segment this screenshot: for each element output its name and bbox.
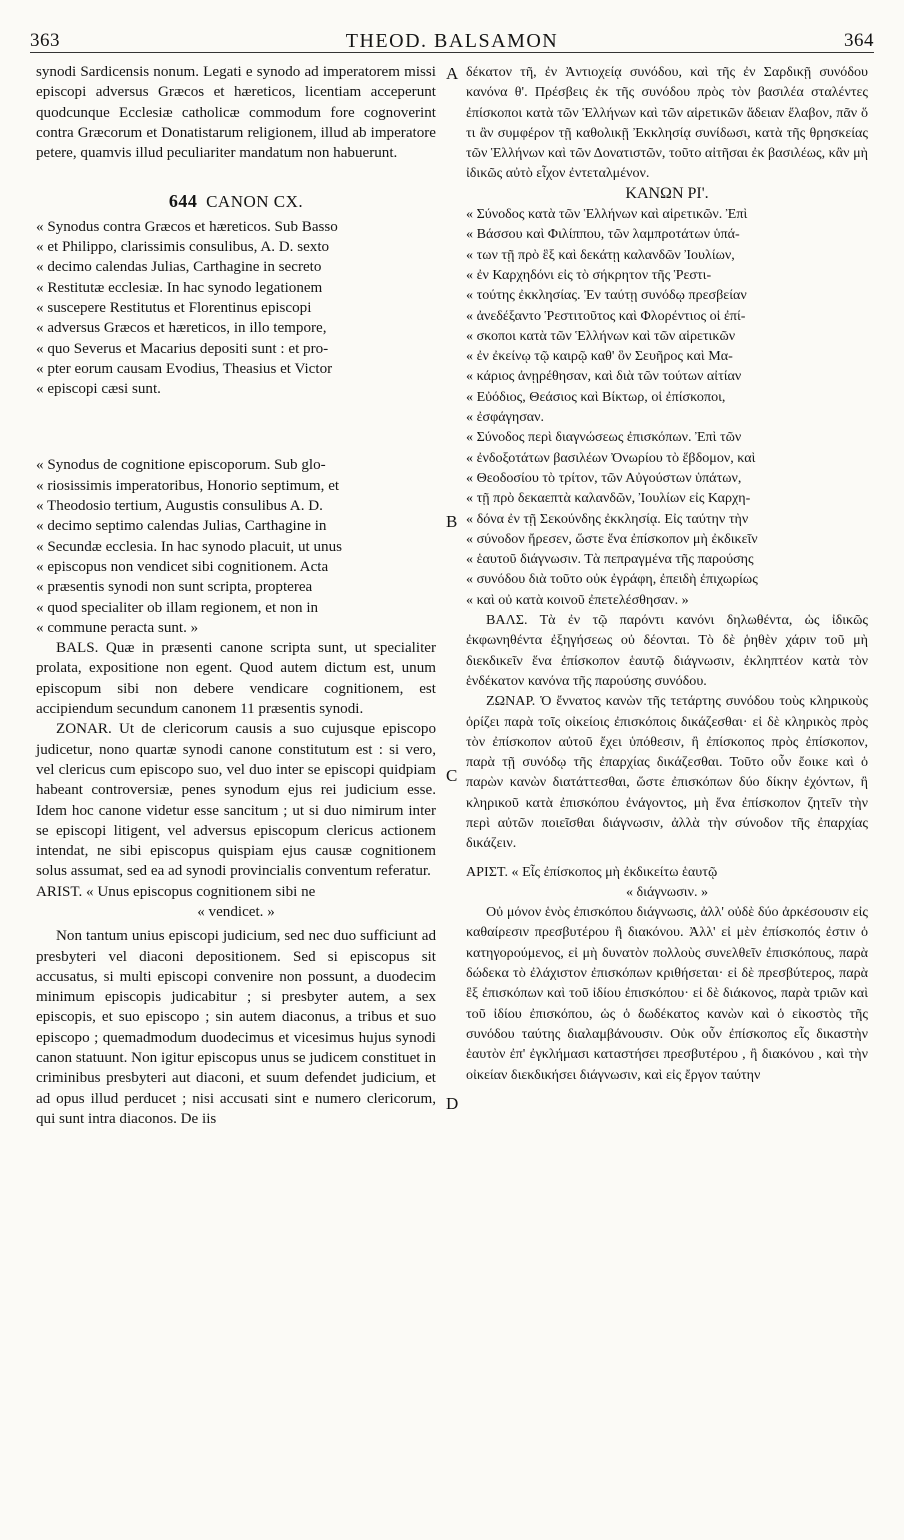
quote-line: « σκοποι κατὰ τῶν Ἑλλήνων καὶ τῶν αἱρετικῶν <box>466 327 736 344</box>
quote-line: « Restitutæ ecclesiæ. In hac synodo legationem <box>36 279 323 296</box>
quote-line: « præsentis synodi non sunt scripta, propterea <box>36 579 313 596</box>
page-number-right: 364 <box>844 30 874 51</box>
quote-line: « σύνοδον ἤρεσεν, ὥστε ἕνα ἐπίσκοπον μὴ ἐκδικεῖν <box>466 530 758 547</box>
quote-line: « Εὐόδιος, Θεάσιος καὶ Βίκτωρ, οἱ ἐπίσκοποι, <box>466 388 726 405</box>
running-header <box>30 30 874 53</box>
quote-line: « ἑαυτοῦ διάγνωσιν. Τὰ πεπραγμένα τῆς παρούσης <box>466 551 754 568</box>
quote-line: « Βάσσου καὶ Φιλίππου, τῶν λαμπροτάτων ὑπά- <box>466 226 740 243</box>
margin-marker-c: C <box>446 766 458 785</box>
quote-line: « adversus Græcos et hæreticos, in illo tempore, <box>36 320 327 337</box>
latin-arist-commentary: Non tantum unius episcopi judicium, sed nec duo sufficiunt ad presbyteri vel diaconi depositionem. Sed si episcopus sit accusatus, si multi episcopi convenire non possunt, a duodecim minimum episcopis judicabitur ; si presbyter autem, a sex episcopis, et suo episcopo ; sin autem diaconus, a tribus et suo episcopo ; quemadmodum duodecimus et vicesimus hujus synodi canon statuunt. Non igitur episcopus unus se judicem constituet in criminibus presbyteri aut diaconi, et suum defendet judicium, et ad opus illud perducet ; nisi accusati sint e numero clericorum, qui sunt intra diaconos. De iis <box>36 928 436 1127</box>
arist-heading-line: ARIST. « Unus episcopus cognitionem sibi ne <box>36 883 316 900</box>
margin-marker-d: D <box>446 1094 459 1113</box>
quote-line: « τῇ πρὸ δεκαεπτὰ καλανδῶν, Ἰουλίων εἰς Καρχη- <box>466 490 751 507</box>
latin-canon-heading <box>36 191 436 212</box>
greek-quote-2 <box>466 427 868 610</box>
greek-zonar-commentary: ΖΩΝΑΡ. Ὁ ἔννατος κανὼν τῆς τετάρτης συνόδου τοὺς κληρικοὺς ὁρίζει παρὰ τοῖς οἰκείοις ἐπισκόποις δικάζεσθαι· εἰ δὲ κληρικὸς πρὸς τὸν ἐπίσκοπον αὐτοῦ ἔχει ὑπόθεσιν, ἢ ἐπίσκοπος πρὸς ἐπίσκοπον, παρὰ τῇ συνόδῳ τῆς ἐπαρχίας δικάζεσθαι. Τοῦτο οὖν ἔοικε καὶ ὁ παρὼν κανὼν διατάττεσθαι, ὥστε ἐπισκόπων δύο δίκην ἐχόντων, ἢ κληρικοῦ κατὰ ἐπισκόπου ἐνάγοντος, μὴ ἕνα ἐπίσκοπον ζητεῖν τὴν περὶ αὐτῶν ποιεῖσθαι διάγνωσιν, ἀλλὰ τὴν σύνοδον τῆς ἐπαρχίας δικάζειν. <box>466 693 868 852</box>
page-number-left: 363 <box>30 30 60 51</box>
margin-marker-a: A <box>446 64 459 83</box>
quote-line: « των τῇ πρὸ ἓξ καὶ δεκάτῃ καλανδῶν Ἰουλίων, <box>466 246 735 263</box>
quote-line: « δόνα ἐν τῇ Σεκούνδης ἐκκλησίᾳ. Εἰς ταύτην τὴν <box>466 510 749 527</box>
greek-bals-commentary: ΒΑΛΣ. Τὰ ἐν τῷ παρόντι κανόνι δηλωθέντα, ὡς ἰδικῶς ἐκφωνηθέντα ἐξηγήσεως οὐ δέονται. Τὸ δὲ ῥηθὲν χάριν τοῦ μὴ διεκδικεῖν ἕνα ἐπίσκοπον ἑαυτῷ διάγνωσιν, ἐκληπτέον κατὰ τὸν ἑνδέκατον κανόνα τῆς παρούσης συνόδου. <box>466 612 868 689</box>
greek-canon-title: ΚΑΝΩΝ ΡΙ'. <box>625 184 709 202</box>
margin-marker-b: B <box>446 512 458 531</box>
quote-line: « quo Severus et Macarius depositi sunt : et pro- <box>36 340 329 357</box>
greek-intro-paragraph: δέκατον τῆ, ἐν Ἀντιοχείᾳ συνόδου, καὶ τῆς ἐν Σαρδικῇ συνόδου κανόνα θ'. Πρέσβεις ἐκ τῆς συνόδου πρὸς τὸν βασιλέα σταλέντες ἐπίσκοποι κατὰ τῶν Ἑλλήνων καὶ τῶν αἱρετικῶν ἄδειαν ἔλαβον, πᾶν ὅ τι ἂν συμφέρον τῇ καθολικῇ Ἐκκλησίᾳ συνίδωσι, κατὰ τῆς θρησκείας τῶν Ἑλλήνων καὶ τῶν Δονατιστῶν, τοῦτο αἰτῆσαι ἐκ βασιλέως, κἂν μὴ ἰδικῶς αὐτὸ εἶχον ἐντεταλμένον. <box>466 64 868 182</box>
quote-line: « Synodus contra Græcos et hæreticos. Sub Basso <box>36 218 338 235</box>
latin-canon-title: CANON CX. <box>206 192 304 212</box>
quote-line: « ἐνδοξοτάτων βασιλέων Ὀνωρίου τὸ ἕβδομον, καὶ <box>466 449 756 466</box>
quote-line: « Σύνοδος κατὰ τῶν Ἑλλήνων καὶ αἱρετικῶν. Ἐπὶ <box>466 206 748 223</box>
latin-quote-1 <box>36 217 436 400</box>
quote-line: « Synodus de cognitione episcoporum. Sub glo- <box>36 457 326 474</box>
arist-heading-line: ΑΡΙΣΤ. « Εἷς ἐπίσκοπος μὴ ἐκδικείτω ἑαυτῷ <box>466 863 718 880</box>
quote-line: « ἐν ἐκείνῳ τῷ καιρῷ καθ' ὃν Σευῆρος καὶ Μα- <box>466 348 733 365</box>
latin-quote-2 <box>36 455 436 638</box>
greek-arist-commentary: Οὐ μόνον ἑνὸς ἐπισκόπου διάγνωσις, ἀλλ' οὐδὲ δύο ἀρκέσουσιν εἰς καθαίρεσιν πρεσβυτέρου ἢ διακόνου. Ἀλλ' εἰ μὲν ἐπίσκοπός ἐστιν ὁ κατηγορούμενος, εἰ μὴ δυνατὸν πολλοὺς συνελθεῖν ἐπισκόπους, παρὰ δώδεκα τὸ ἐλάχιστον ἐπισκόπων κριθήσεται· εἰ δὲ πρεσβύτερος, παρὰ ἓξ ἐπισκόπων καὶ τοῦ ἰδίου ἐπισκόπου· εἰ δὲ διάκονος, παρὰ τριῶν καὶ τοῦ ἰδίου ἐπισκόπου, ὡς ὁ δωδέκατος κανὼν καὶ ὁ εἰκοστὸς τῆς συνόδου ταύτης διαλαμβάνουσιν. Οὐκ οὖν ἐπίσκοπος εἷς δικαστὴν ἑαυτὸν ἐπ' ἐγκλήμασι καταστήσει πρεσβυτέρου , ἢ διακόνου , καὶ τὴν οἰκείαν διεκδικήσει διάγνωσιν, καὶ εἰς ἔργον ταύτην <box>466 904 868 1083</box>
quote-line: « τούτης ἐκκλησίας. Ἐν ταύτῃ συνόδῳ πρεσβείαν <box>466 287 747 304</box>
quote-line: « commune peracta sunt. » <box>36 619 199 636</box>
quote-line: « episcopi cæsi sunt. <box>36 381 161 398</box>
quote-line: « κάριος ἀνῃρέθησαν, καὶ διὰ τῶν τούτων αἰτίαν <box>466 368 742 385</box>
quote-line: « ἀνεδέξαντο Ῥεστιτοῦτος καὶ Φλορέντιος οἱ ἐπί- <box>466 307 746 324</box>
quote-line: « Secundæ ecclesia. In hac synodo placuit, ut unus <box>36 538 342 555</box>
quote-line: « Theodosio tertium, Augustis consulibus A. D. <box>36 498 323 515</box>
latin-column <box>36 62 436 1129</box>
quote-line: « Σύνοδος περὶ διαγνώσεως ἐπισκόπων. Ἐπὶ τῶν <box>466 429 742 446</box>
quote-line: « quod specialiter ob illam regionem, et non in <box>36 599 319 616</box>
latin-arist-heading <box>36 882 436 923</box>
quote-line: « episcopus non vendicet sibi cognitionem. Acta <box>36 558 329 575</box>
quote-line: « ἐν Καρχηδόνι εἰς τὸ σήκρητον τῆς Ῥεστι- <box>466 266 712 283</box>
arist-heading-line: « διάγνωσιν. » <box>625 883 709 900</box>
quote-line: « pter eorum causam Evodius, Theasius et Victor <box>36 360 333 377</box>
quote-line: « decimo septimo calendas Julias, Carthagine in <box>36 518 327 535</box>
latin-bals-commentary: BALS. Quæ in præsenti canone scripta sunt, ut specialiter prolata, expositione non egent. Quod autem dictum est, unum episcopum sibi non debere vendicare cognitionem, est accipiendum secundum canonem 11 præsentis synodi. <box>36 640 436 718</box>
quote-line: « et Philippo, clarissimis consulibus, A. D. sexto <box>36 239 330 256</box>
running-title: THEOD. BALSAMON <box>345 30 559 52</box>
quote-line: « καὶ οὐ κατὰ κοινοῦ ἐπετελέσθησαν. » <box>466 591 689 608</box>
latin-intro-paragraph: synodi Sardicensis nonum. Legati e synodo ad imperatorem missi episcopi adversus Græcos et hæreticos, licentiam acceperunt quodcunque Ecclesiæ catholicæ commodum fore cognoverint contra Græcorum et Donatistarum religionem, illud ab imperatore petere, quamvis illud peculiariter mandatum non habuerunt. <box>36 64 436 162</box>
quote-line: « riosissimis imperatoribus, Honorio septimum, et <box>36 477 340 494</box>
arist-heading-line: « vendicet. » <box>197 903 275 920</box>
quote-line: « decimo calendas Julias, Carthagine in secreto <box>36 259 322 276</box>
latin-zonar-commentary: ZONAR. Ut de clericorum causis a suo cujusque episcopo judicetur, nono quartæ synodi canone constitutum est : si vero, vel clericus cum episcopo suo, vel duo inter se episcopi quidpiam habeant controversiæ, penes synodum ejus rei judicium esse. Idem hoc canone videtur esse sancitum ; ut si duo nimirum inter se episcopi litigent, vel adversus episcopum clericus actionem intendat, ne sibi episcopus quispiam ejus causæ cognitionem solus assumat, sed ea ad synodi provincialis conventum referatur. <box>36 721 436 880</box>
quote-line: « Θεοδοσίου τὸ τρίτον, τῶν Αὐγούστων ὑπάτων, <box>466 469 742 486</box>
quote-line: « ἐσφάγησαν. <box>466 409 545 426</box>
greek-quote-1 <box>466 204 868 427</box>
greek-arist-heading <box>466 862 868 903</box>
column-number: 644 <box>168 191 198 212</box>
greek-column <box>466 62 868 1085</box>
quote-line: « συνόδου διὰ τοῦτο οὐκ ἐγράφη, ἐπειδὴ ἐπιχωρίως <box>466 571 758 588</box>
quote-line: « suscepere Restitutus et Florentinus episcopi <box>36 299 312 316</box>
